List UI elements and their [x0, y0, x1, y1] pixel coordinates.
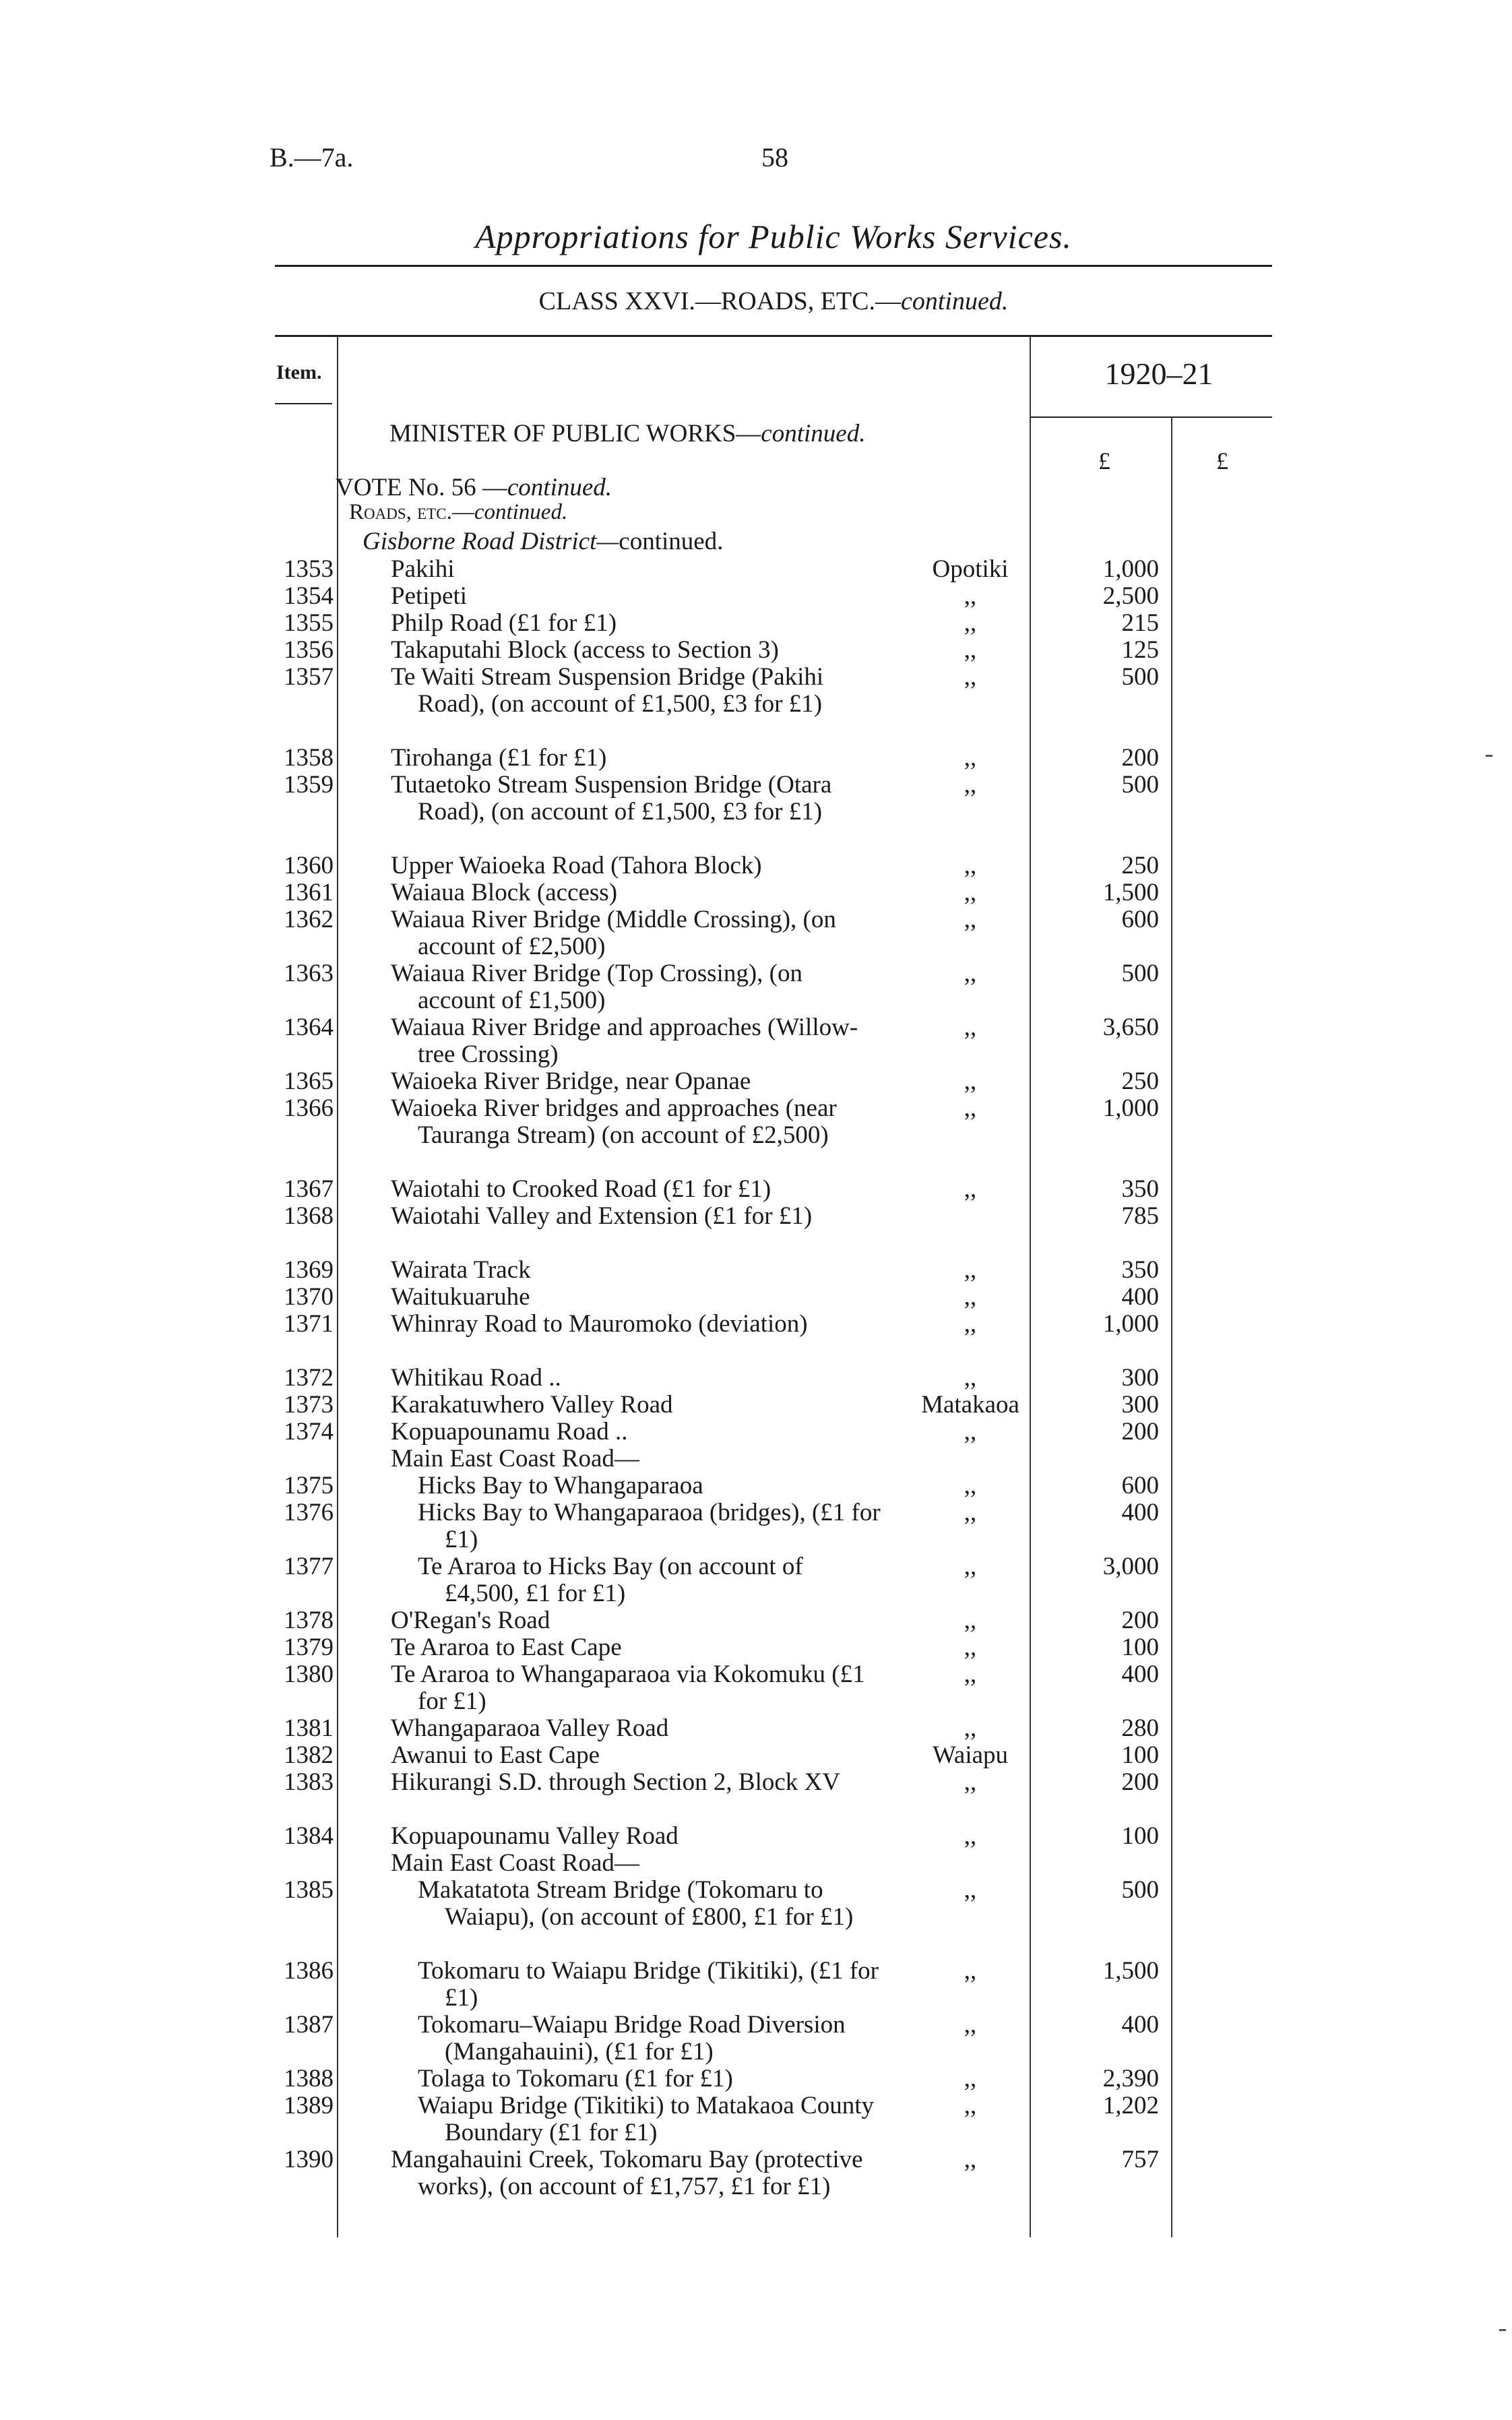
item-description: Waiaua Block (access): [391, 879, 618, 906]
item-description: Hicks Bay to Whangaparaoa (bridges), (£1 for £1): [418, 1499, 881, 1553]
item-number: 1360: [284, 852, 334, 879]
amount: 2,500: [1102, 582, 1159, 610]
item-description: Karakatuwhero Valley Road: [391, 1391, 673, 1419]
item-number: 1383: [284, 1768, 334, 1796]
amount: 400: [1121, 1661, 1159, 1688]
amount: 100: [1121, 1822, 1159, 1850]
item-number: 1390: [284, 2146, 334, 2173]
amount: 215: [1121, 609, 1159, 637]
item-number: 1363: [284, 960, 334, 987]
year-header-underline: [1030, 416, 1272, 418]
amount: 3,000: [1102, 1553, 1159, 1580]
amount: 1,000: [1102, 1094, 1159, 1122]
roads-heading-main: Roads, etc.—: [349, 500, 474, 524]
item-description: Petipeti: [391, 582, 468, 610]
page-title: Appropriations for Public Works Services.: [475, 218, 1072, 255]
item-description: Main East Coast Road—: [391, 1445, 639, 1472]
ministry-heading: [389, 419, 865, 448]
item-description: Whangaparaoa Valley Road: [391, 1714, 669, 1742]
item-description: Waioeka River bridges and approaches (near Tauranga Stream) (on account of £2,500): [391, 1094, 837, 1149]
county-name: ,,: [964, 2146, 977, 2173]
class-heading: [275, 286, 1272, 316]
roads-heading: [349, 500, 567, 525]
item-number: 1357: [284, 663, 334, 691]
item-number: 1385: [284, 1876, 334, 1904]
item-description: Hikurangi S.D. through Section 2, Block XV: [391, 1768, 840, 1796]
item-column-rule: [337, 337, 338, 2237]
amount: 2,390: [1102, 2065, 1159, 2092]
amount: 350: [1121, 1256, 1159, 1284]
county-name: ,,: [964, 1256, 977, 1284]
item-header-underline: [275, 403, 332, 404]
county-name: ,,: [964, 1472, 977, 1499]
item-description: Waiaua River Bridge (Top Crossing), (on account of £1,500): [391, 960, 802, 1014]
item-number: 1373: [284, 1391, 334, 1419]
item-number: 1365: [284, 1067, 334, 1095]
item-number: 1355: [284, 609, 334, 637]
amount-split-rule: [1171, 418, 1172, 2237]
county-name: Waiapu: [932, 1741, 1009, 1769]
item-description: Upper Waioeka Road (Tahora Block): [391, 852, 762, 879]
amount: 100: [1121, 1741, 1159, 1769]
county-name: ,,: [964, 1768, 977, 1796]
item-description: Philp Road (£1 for £1): [391, 609, 617, 637]
amount: 200: [1121, 1418, 1159, 1446]
county-name: ,,: [964, 609, 977, 637]
item-number: 1380: [284, 1661, 334, 1688]
amount: 200: [1121, 744, 1159, 772]
item-description: Tolaga to Tokomaru (£1 for £1): [418, 2065, 733, 2092]
amount: 300: [1121, 1364, 1159, 1392]
county-name: ,,: [964, 1094, 977, 1122]
item-number: 1370: [284, 1283, 334, 1311]
county-name: ,,: [964, 1714, 977, 1742]
item-number: 1375: [284, 1472, 334, 1499]
item-number: 1386: [284, 1957, 334, 1985]
county-name: ,,: [964, 906, 977, 933]
item-description: Mangahauini Creek, Tokomaru Bay (protective works), (on account of £1,757, £1 for £1): [391, 2146, 863, 2200]
item-description: Waiotahi to Crooked Road (£1 for £1): [391, 1175, 771, 1203]
item-description: Waioeka River Bridge, near Opanae: [391, 1067, 751, 1095]
item-number: 1366: [284, 1094, 334, 1122]
amount: 400: [1121, 1283, 1159, 1311]
item-description: Kopuapounamu Road ..: [391, 1418, 628, 1446]
item-description: Hicks Bay to Whangaparaoa: [418, 1472, 703, 1499]
item-description: Tokomaru–Waiapu Bridge Road Diversion (Mangahauini), (£1 for £1): [418, 2011, 846, 2066]
item-number: 1364: [284, 1014, 334, 1041]
amount: 100: [1121, 1634, 1159, 1661]
item-description: Te Araroa to East Cape: [391, 1634, 622, 1661]
item-description: Wairata Track: [391, 1256, 531, 1284]
year-column-header: 1920–21: [1104, 356, 1214, 391]
item-description: Awanui to East Cape: [391, 1741, 600, 1769]
item-description: Waiotahi Valley and Extension (£1 for £1): [391, 1202, 813, 1230]
item-number: 1361: [284, 879, 334, 906]
item-number: 1379: [284, 1634, 334, 1661]
item-number: 1354: [284, 582, 334, 610]
amount: 500: [1121, 663, 1159, 691]
class-heading-cont: continued.: [900, 287, 1009, 315]
item-number: 1382: [284, 1741, 334, 1769]
county-name: ,,: [964, 1822, 977, 1850]
item-number: 1358: [284, 744, 334, 772]
item-description: Pakihi: [391, 555, 455, 583]
district-heading: [363, 527, 723, 556]
item-description: Makatatota Stream Bridge (Tokomaru to Waiapu), (on account of £800, £1 for £1): [418, 1876, 854, 1931]
item-description: Te Araroa to Whangaparaoa via Kokomuku (£1 for £1): [391, 1661, 865, 1715]
amount: 1,000: [1102, 1310, 1159, 1338]
item-number: 1389: [284, 2092, 334, 2119]
amount: 200: [1121, 1768, 1159, 1796]
item-description: Tirohanga (£1 for £1): [391, 744, 607, 772]
item-description: Waitukuaruhe: [391, 1283, 530, 1311]
amount: 1,500: [1102, 879, 1159, 906]
item-description: Main East Coast Road—: [391, 1849, 639, 1877]
item-number: 1367: [284, 1175, 334, 1203]
amount: 1,000: [1102, 555, 1159, 583]
amount: 500: [1121, 1876, 1159, 1904]
vote-heading-cont: continued.: [507, 474, 612, 501]
county-name: Opotiki: [932, 555, 1009, 583]
amount: 125: [1121, 636, 1159, 664]
county-name: ,,: [964, 1175, 977, 1203]
amount: 400: [1121, 1499, 1159, 1526]
ministry-heading-main: MINISTER OF PUBLIC WORKS—: [389, 420, 761, 447]
item-number: 1359: [284, 771, 334, 799]
amount: 600: [1121, 1472, 1159, 1499]
district-heading-cont: continued.: [619, 528, 724, 555]
item-description: Whinray Road to Mauromoko (deviation): [391, 1310, 808, 1338]
amount: 1,500: [1102, 1957, 1159, 1985]
item-number: 1369: [284, 1256, 334, 1284]
county-name: ,,: [964, 960, 977, 987]
county-name: ,,: [964, 1661, 977, 1688]
county-name: ,,: [964, 1634, 977, 1661]
amount: 785: [1121, 1202, 1159, 1230]
county-name: ,,: [964, 879, 977, 906]
item-number: 1377: [284, 1553, 334, 1580]
amount: 600: [1121, 906, 1159, 933]
item-description: Waiaua River Bridge (Middle Crossing), (on account of £2,500): [391, 906, 836, 960]
item-number: 1388: [284, 2065, 334, 2092]
county-name: ,,: [964, 852, 977, 879]
item-number: 1353: [284, 555, 334, 583]
county-name: ,,: [964, 1067, 977, 1095]
county-name: ,,: [964, 2011, 977, 2039]
item-column-header: Item.: [276, 361, 322, 383]
amount: 500: [1121, 771, 1159, 799]
margin-mark: [1486, 755, 1492, 757]
district-heading-main: Gisborne Road District—: [363, 528, 619, 555]
item-description: Waiaua River Bridge and approaches (Willow-tree Crossing): [391, 1014, 858, 1068]
county-name: ,,: [964, 1014, 977, 1041]
item-number: 1374: [284, 1418, 334, 1446]
amount: 200: [1121, 1607, 1159, 1634]
document-reference: B.—7a.: [270, 142, 354, 173]
item-number: 1362: [284, 906, 334, 933]
item-number: 1378: [284, 1607, 334, 1634]
amount: 250: [1121, 1067, 1159, 1095]
county-name: ,,: [964, 1876, 977, 1904]
item-number: 1356: [284, 636, 334, 664]
ministry-heading-cont: continued.: [761, 420, 866, 447]
county-name: ,,: [964, 663, 977, 691]
item-number: 1384: [284, 1822, 334, 1850]
currency-symbol-1: £: [1098, 447, 1110, 474]
roads-heading-cont: continued.: [474, 500, 568, 524]
county-name: ,,: [964, 744, 977, 772]
vote-heading: [336, 473, 612, 502]
amount: 250: [1121, 852, 1159, 879]
amount: 280: [1121, 1714, 1159, 1742]
currency-symbol-2: £: [1216, 447, 1228, 474]
county-name: ,,: [964, 1957, 977, 1985]
county-name: ,,: [964, 1364, 977, 1392]
item-number: 1372: [284, 1364, 334, 1392]
item-description: Waiapu Bridge (Tikitiki) to Matakaoa County Boundary (£1 for £1): [418, 2092, 874, 2146]
class-heading-main: CLASS XXVI.—ROADS, ETC.—: [538, 287, 901, 315]
item-number: 1376: [284, 1499, 334, 1526]
amount: 1,202: [1102, 2092, 1159, 2119]
table-top-rule: [275, 335, 1272, 337]
item-description: Takaputahi Block (access to Section 3): [391, 636, 779, 664]
county-name: ,,: [964, 636, 977, 664]
item-description: Tutaetoko Stream Suspension Bridge (Otara Road), (on account of £1,500, £3 for £1): [391, 771, 832, 826]
margin-mark: [1499, 2329, 1506, 2331]
item-description: Whitikau Road ..: [391, 1364, 561, 1392]
amount: 400: [1121, 2011, 1159, 2039]
amount: 757: [1121, 2146, 1159, 2173]
amount: 300: [1121, 1391, 1159, 1419]
county-name: ,,: [964, 771, 977, 799]
county-name: ,,: [964, 1418, 977, 1446]
item-description: Te Waiti Stream Suspension Bridge (Pakihi Road), (on account of £1,500, £3 for £1): [391, 663, 824, 718]
county-name: ,,: [964, 1607, 977, 1634]
county-name: ,,: [964, 2092, 977, 2119]
item-number: 1368: [284, 1202, 334, 1230]
item-description: O'Regan's Road: [391, 1607, 550, 1634]
item-number: 1381: [284, 1714, 334, 1742]
page-number: 58: [761, 142, 788, 173]
county-name: ,,: [964, 582, 977, 610]
item-number: 1387: [284, 2011, 334, 2039]
amount: 3,650: [1102, 1014, 1159, 1041]
county-name: ,,: [964, 1310, 977, 1338]
amount: 350: [1121, 1175, 1159, 1203]
county-name: ,,: [964, 1553, 977, 1580]
county-name: Matakaoa: [921, 1391, 1019, 1419]
vote-heading-main: VOTE No. 56 —: [336, 474, 507, 501]
county-name: ,,: [964, 1283, 977, 1311]
item-number: 1371: [284, 1310, 334, 1338]
item-description: Tokomaru to Waiapu Bridge (Tikitiki), (£1 for £1): [418, 1957, 879, 2012]
county-name: ,,: [964, 2065, 977, 2092]
item-description: Te Araroa to Hicks Bay (on account of £4,500, £1 for £1): [418, 1553, 803, 1607]
amount: 500: [1121, 960, 1159, 987]
county-name: ,,: [964, 1499, 977, 1526]
title-rule: [275, 265, 1272, 267]
item-description: Kopuapounamu Valley Road: [391, 1822, 679, 1850]
